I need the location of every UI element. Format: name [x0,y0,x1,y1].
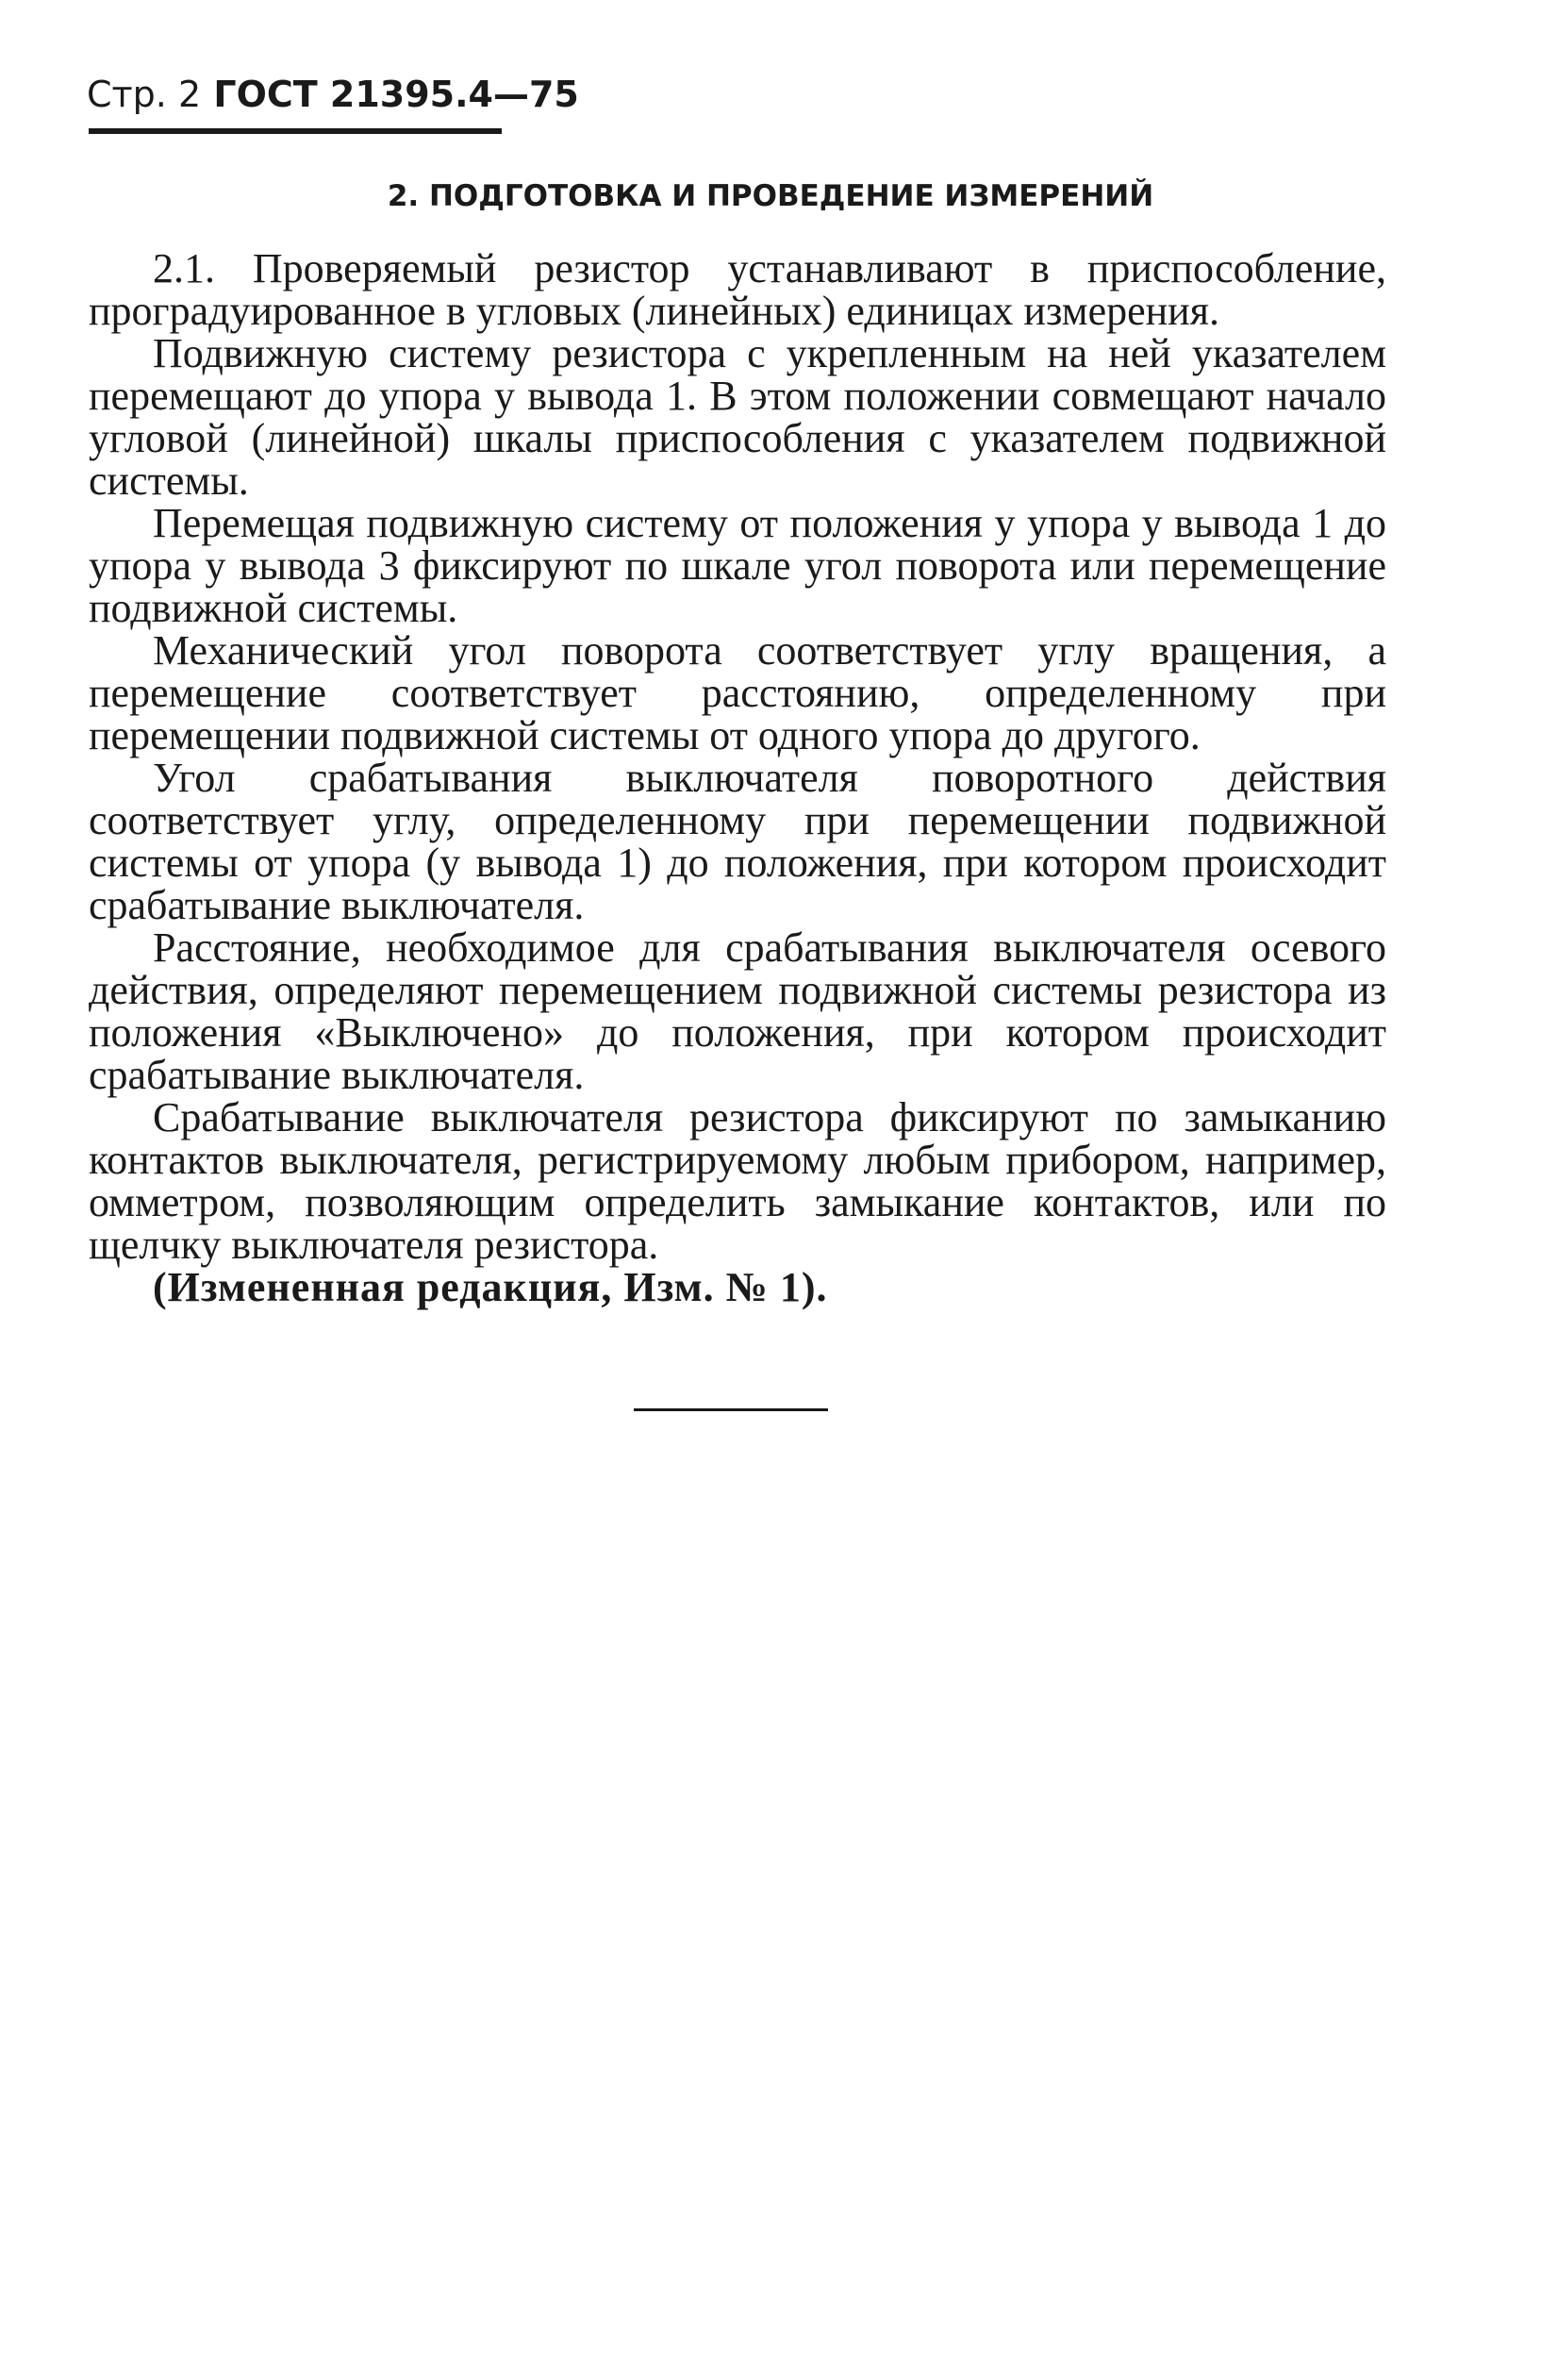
running-header [87,74,579,115]
end-rule [634,1408,828,1411]
paragraph-rotation-measure: Перемещая подвижную систему от положения у упора у вывода 1 до упора у вывода 3 фиксируют по шкале угол поворота или перемещение подвижной системы. [89,500,1386,631]
section-title: 2. ПОДГОТОВКА И ПРОВЕДЕНИЕ ИЗМЕРЕНИЙ [387,179,1154,213]
body-text [89,247,1386,1308]
paragraph-2-1: 2.1. Проверяемый резистор устанавливают в приспособление, проградуированное в угловых (линейных) единицах измерения. [89,245,1386,334]
paragraph-switch-angle: Угол срабатывания выключателя поворотного действия соответствует углу, определенному при перемещении подвижной системы от упора (у вывода 1) до положения, при котором происходит срабатывание выключателя. [89,755,1386,928]
header-rule [89,128,502,134]
paragraph-axial-switch-distance: Расстояние, необходимое для срабатывания выключателя осевого действия, определяют перемещением подвижной системы резистора из положения «Выключено» до положения, при котором происходит срабатывание выключателя. [89,924,1386,1098]
standard-number: ГОСТ 21395.4—75 [213,74,579,115]
paragraph-pointer-alignment: Подвижную систему резистора с укрепленным на ней указателем перемещают до упора у вывода 1. В этом положении совмещают начало угловой (линейной) шкалы приспособления с указателем подвижной системы. [89,330,1386,504]
amendment-note: (Измененная редакция, Изм. № 1). [153,1264,828,1310]
paragraph-mechanical-angle: Механический угол поворота соответствует углу вращения, а перемещение соответствует расстоянию, определенному при перемещении подвижной системы от одного упора до другого. [89,627,1386,758]
page-number-label: Стр. 2 [87,74,202,115]
paragraph-switch-detection: Срабатывание выключателя резистора фиксируют по замыканию контактов выключателя, регистрируемому любым прибором, например, омметром, позволяющим определить замыкание контактов, или по щелчку выключателя резистора. [89,1094,1386,1268]
